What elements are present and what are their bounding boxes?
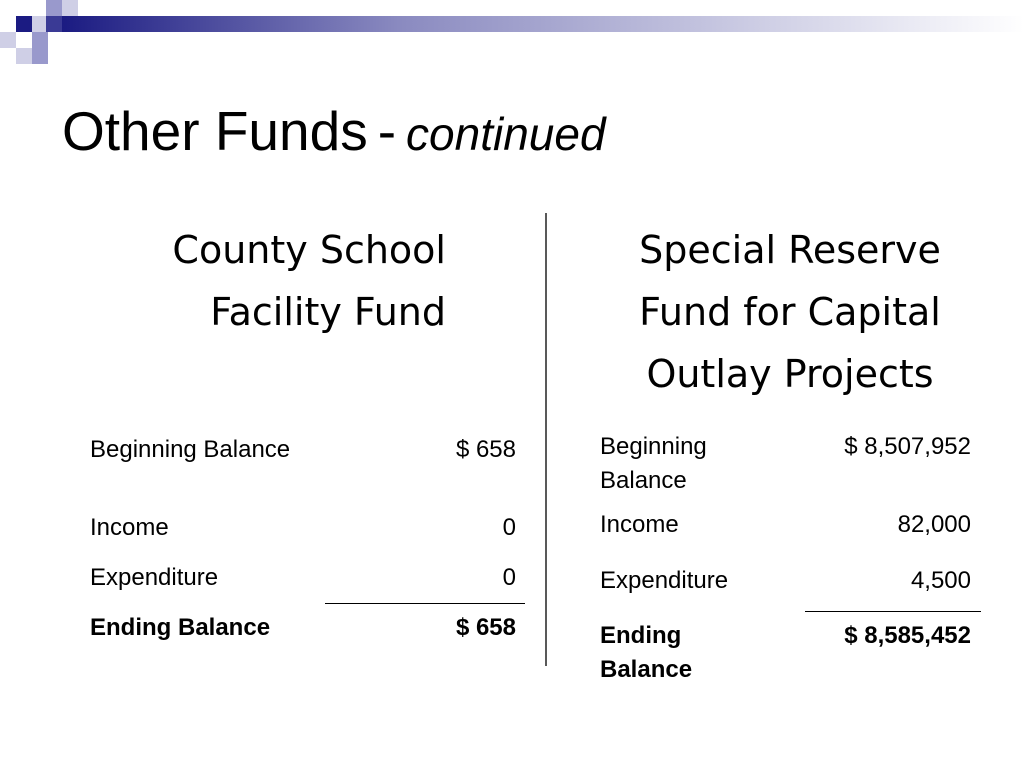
decor-square [16, 48, 32, 64]
decor-square [0, 32, 16, 48]
left-row-expenditure-label: Expenditure [90, 564, 219, 591]
right-row-income-label: Income [600, 511, 679, 538]
heading-line: Fund for Capital [639, 290, 941, 334]
heading-line: Special Reserve [639, 228, 941, 272]
decor-square [32, 32, 48, 48]
right-row-expenditure-value: 4,500 [910, 567, 971, 594]
right-fund-heading [600, 219, 980, 405]
heading-line: Facility Fund [210, 290, 446, 334]
left-row-beginning-label: Beginning Balance [90, 436, 291, 463]
column-divider [545, 213, 547, 666]
decor-square [32, 48, 48, 64]
left-row-beginning-value: $ 658 [455, 436, 516, 463]
title-continued: continued [406, 108, 606, 160]
decor-square [46, 16, 62, 32]
title-main: Other Funds [62, 100, 368, 162]
left-fund-heading [90, 219, 446, 343]
left-row-expenditure-value: 0 [502, 564, 516, 591]
left-total-rule [325, 603, 525, 604]
decor-square [46, 0, 62, 16]
left-row-ending-label: Ending Balance [90, 614, 271, 641]
right-row-ending-label: Ending Balance [600, 622, 693, 683]
decor-square [62, 0, 78, 16]
decor-square [16, 16, 32, 32]
right-row-beginning-value: $ 8,507,952 [844, 433, 971, 460]
left-row-ending-value: $ 658 [455, 614, 516, 641]
header-decoration [0, 0, 1024, 70]
heading-line: County School [172, 228, 446, 272]
right-row-ending-value: $ 8,585,452 [844, 622, 971, 649]
decor-square [32, 16, 48, 32]
right-total-rule [805, 611, 981, 612]
heading-line: Outlay Projects [646, 352, 934, 396]
title-separator: - [377, 100, 397, 162]
right-row-beginning-label: Beginning Balance [600, 433, 707, 494]
header-gradient-bar [62, 16, 1024, 32]
right-row-expenditure-label: Expenditure [600, 567, 729, 594]
slide-title [62, 96, 606, 169]
right-row-income-value: 82,000 [897, 511, 971, 538]
left-row-income-value: 0 [502, 514, 516, 541]
left-row-income-label: Income [90, 514, 169, 541]
